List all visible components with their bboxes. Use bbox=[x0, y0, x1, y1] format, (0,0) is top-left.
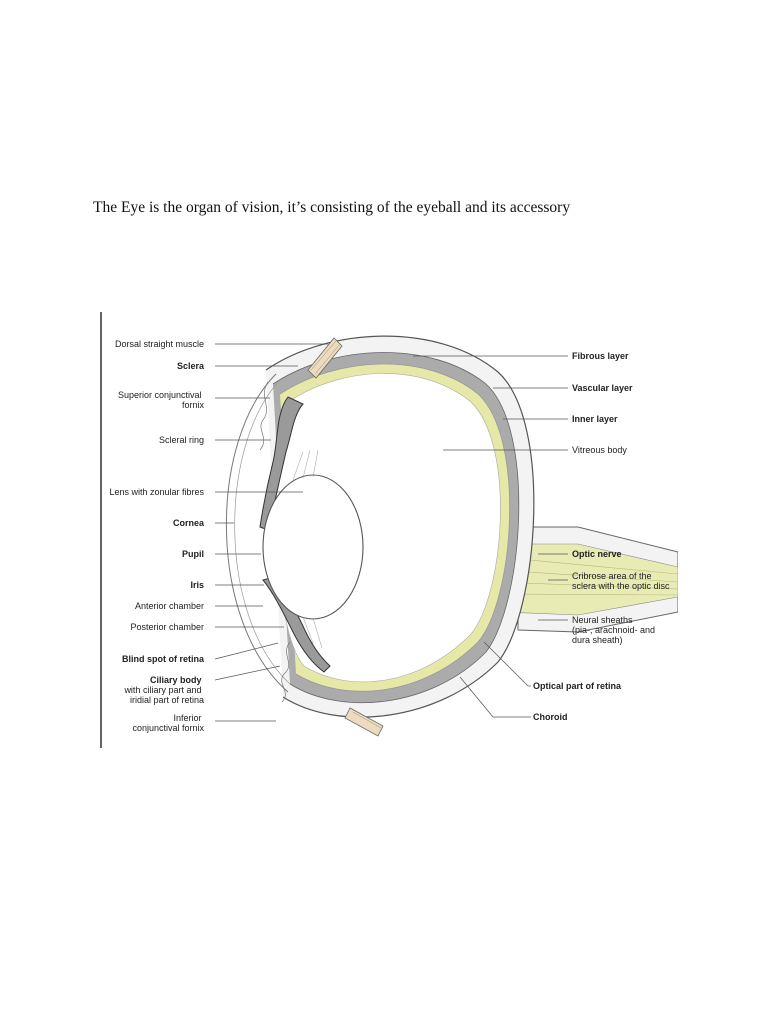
label-neural-sheaths: Neural sheaths (pia-, arachnoid- and dura sheath) bbox=[572, 615, 656, 645]
label-pupil: Pupil bbox=[182, 549, 204, 559]
label-optical-part-retina: Optical part of retina bbox=[533, 681, 622, 691]
label-ciliary-body: Ciliary body with ciliary part and iridial part of retina bbox=[124, 675, 204, 705]
label-fibrous-layer: Fibrous layer bbox=[572, 351, 629, 361]
lens bbox=[263, 475, 363, 619]
label-anterior-chamber: Anterior chamber bbox=[134, 601, 204, 611]
label-blind-spot-retina: Blind spot of retina bbox=[122, 654, 204, 664]
label-inner-layer: Inner layer bbox=[572, 414, 618, 424]
label-vascular-layer: Vascular layer bbox=[572, 383, 633, 393]
label-scleral-ring: Scleral ring bbox=[158, 435, 204, 445]
label-vitreous-body: Vitreous body bbox=[572, 445, 627, 455]
eye-anatomy-diagram bbox=[98, 312, 678, 748]
label-cribrose-area: Cribrose area of the sclera with the optic disc bbox=[572, 571, 670, 591]
label-choroid: Choroid bbox=[533, 712, 568, 722]
label-optic-nerve: Optic nerve bbox=[572, 549, 622, 559]
label-superior-conjunctival-fornix: Superior conjunctival fornix bbox=[117, 390, 204, 410]
label-sclera: Sclera bbox=[176, 361, 204, 371]
label-posterior-chamber: Posterior chamber bbox=[130, 622, 204, 632]
label-dorsal-straight-muscle: Dorsal straight muscle bbox=[114, 339, 204, 349]
label-cornea: Cornea bbox=[172, 518, 204, 528]
intro-paragraph: The Eye is the organ of vision, it’s consisting of the eyeball and its accessory bbox=[93, 199, 571, 216]
label-iris: Iris bbox=[190, 580, 204, 590]
label-lens-zonular-fibres: Lens with zonular fibres bbox=[109, 487, 204, 497]
eye-anatomy-figure bbox=[98, 312, 678, 748]
left-labels bbox=[109, 339, 205, 733]
label-inferior-conjunctival-fornix: Inferior conjunctival fornix bbox=[132, 713, 204, 733]
